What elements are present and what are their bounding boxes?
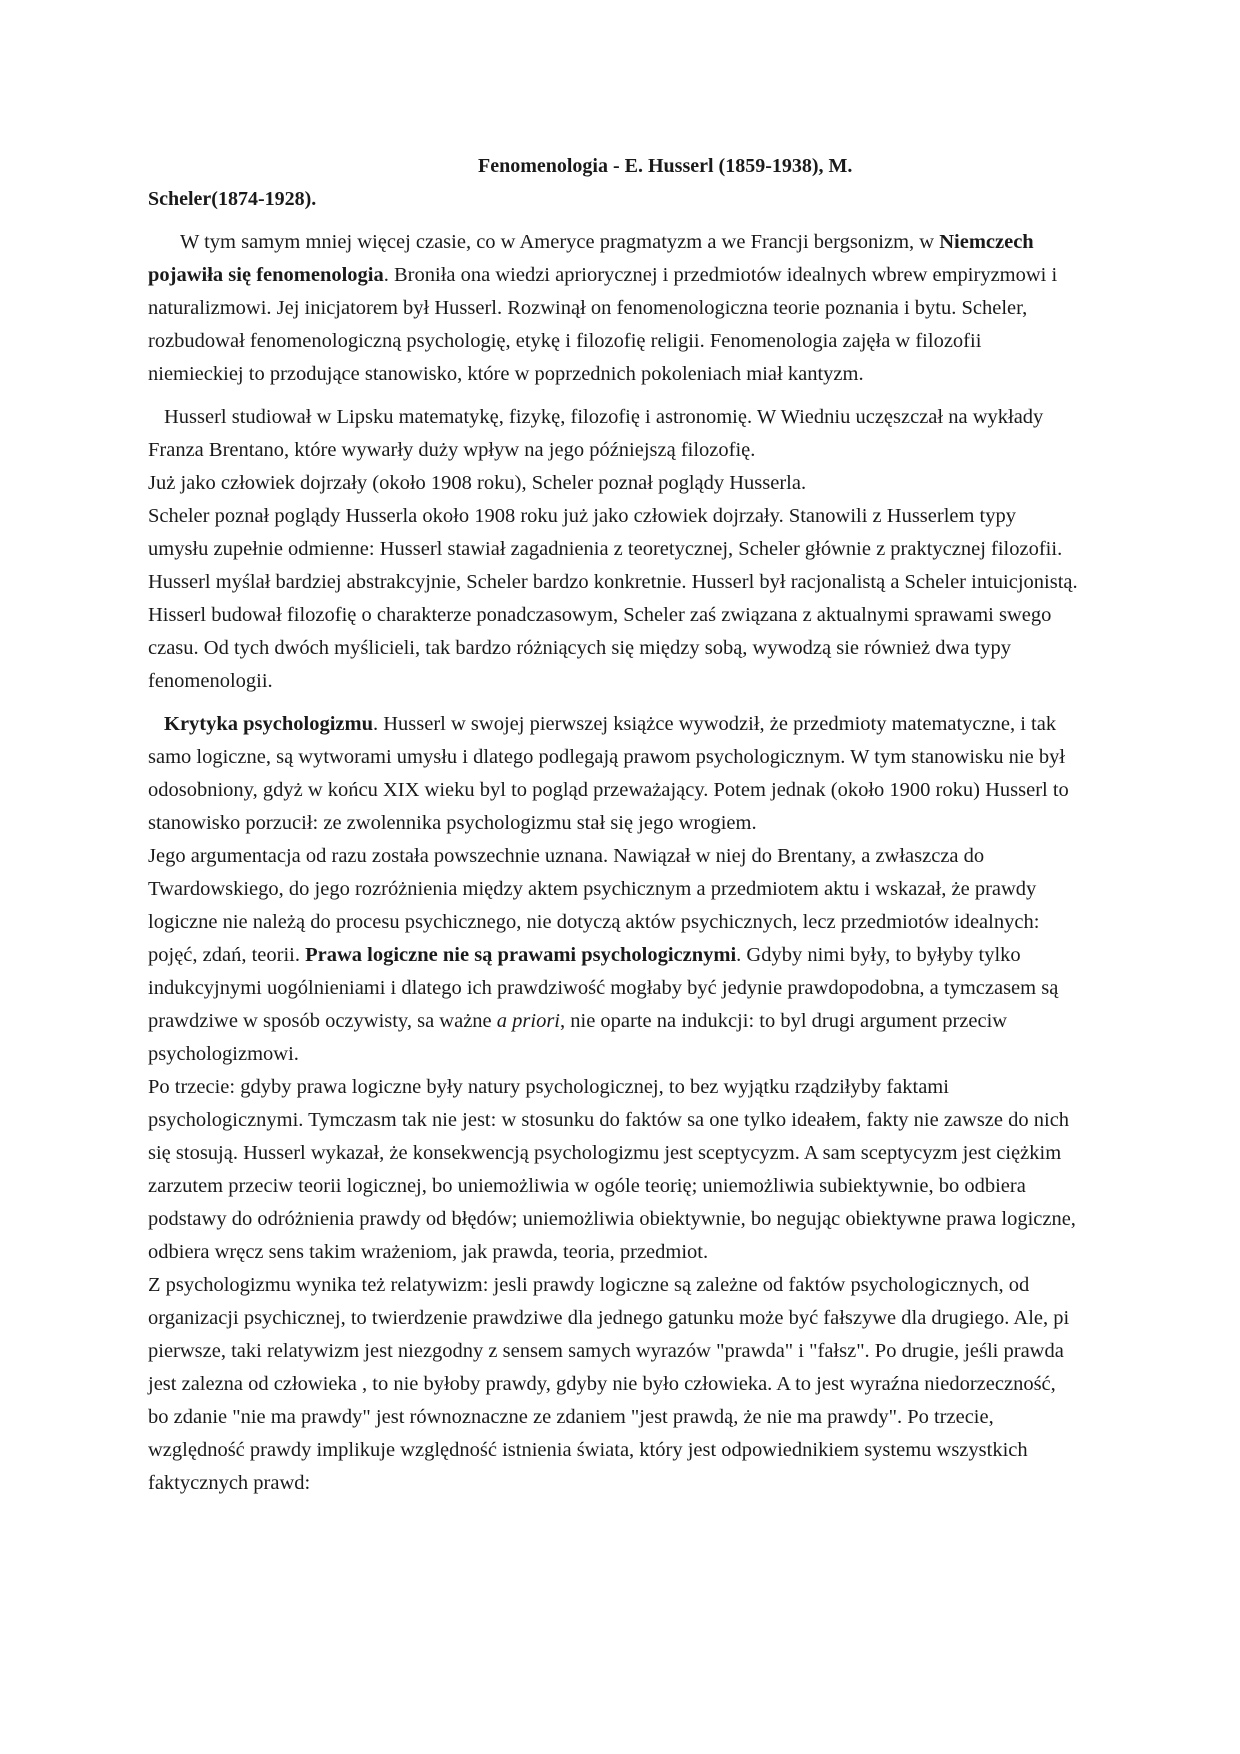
third-argument-text: Po trzecie: gdyby prawa logiczne były natury psychologicznej, to bez wyjątku rządziłyby faktami psychologicznymi. Tymczasm tak nie jest: w stosunku do faktów sa one tylko ideałem, fakty nie zawsze do nich się stosują. Husserl wykazał, że konsekwencją psychologizmu jest sceptycyzm. A sam sceptycyzm jest ciężkim zarzutem przeciw teorii logicznej, bo uniemożliwia w ogóle teorię; uniemożliwia subiektywnie, bo odbiera podstawy do odróżnienia prawdy od błędów; uniemożliwia obiektywnie, bo negując obiektywne prawa logiczne, odbiera wręcz sens takim wrażeniom, jak prawda, teoria, przedmiot. [148,1076,1076,1263]
document-page [148,150,1078,1500]
relativism-text: Z psychologizmu wynika też relatywizm: jesli prawdy logiczne są zależne od faktów psychologicznych, od organizacji psychicznej, to twierdzenie prawdziwe dla jednego gatunku może być fałszywe dla drugiego. Ale, pi pierwsze, taki relatywizm jest niezgodny z sensem samych wyrazów "prawda" i "fałsz". Po drugie, jeśli prawda jest zalezna od człowieka , to nie byłoby prawdy, gdyby nie było człowieka. A to jest wyraźna niedorzeczność, bo zdanie "nie ma prawdy" jest równoznaczne ze zdaniem "jest prawdą, że nie ma prawdy". Po trzecie, względność prawdy implikuje względność istnienia świata, który jest odpowiednikiem systemu wszystkich faktycznych prawd: [148,1274,1070,1494]
title-line-1: Fenomenologia - E. Husserl (1859-1938), M. [478,155,853,177]
paragraph-critique [148,708,1078,840]
paragraph-argumentation [148,840,1078,1071]
critique-heading: Krytyka psychologizmu [164,713,373,735]
intro-text-start: W tym samym mniej więcej czasie, co w Ameryce pragmatyzm a we Francji bergsonizm, w [180,231,940,253]
critique-text: . Husserl w swojej pierwszej książce wywodził, że przedmioty matematyczne, i tak samo logiczne, są wytworami umysłu i dlatego podlegają prawom psychologicznym. W tym stanowisku nie był odosobniony, gdyż w końcu XIX wieku byl to pogląd przeważający. Potem jednak (około 1900 roku) Husserl to stanowisko porzucił: ze zwolennika psychologizmu stał się jego wrogiem. [148,713,1069,834]
paragraph-comparison [148,500,1078,698]
paragraph-third-argument [148,1071,1078,1269]
husserl-studies-text: Husserl studiował w Lipsku matematykę, fizykę, filozofię i astronomię. W Wiedniu uczęszczał na wykłady Franza Brentano, które wywarły duży wpływ na jego późniejszą filozofię. [148,406,1044,461]
argumentation-text-end: , nie oparte na indukcji: to byl drugi argument przeciw psychologizmowi. [148,1010,1008,1065]
paragraph-husserl-studies [148,401,1078,467]
argumentation-text-middle: . Gdyby nimi były, to byłyby tylko indukcyjnymi uogólnieniami i dlatego ich prawdziwość mogłaby być jedynie prawdopodobna, a tymczasem są prawdziwe w sposób oczywisty, sa ważne [148,944,1059,1032]
argumentation-bold-phrase: Prawa logiczne nie są prawami psychologicznymi [305,944,737,966]
scheler-short-text: Już jako człowiek dojrzały (około 1908 roku), Scheler poznał poglądy Husserla. [148,472,807,494]
argumentation-text-start: Jego argumentacja od razu została powszechnie uznana. Nawiązał w niej do Brentany, a zwłaszcza do Twardowskiego, do jego rozróżnienia między aktem psychicznym a przedmiotem aktu i wskazał, że prawdy logiczne nie należą do procesu psychicznego, nie dotyczą aktów psychicznych, lecz przedmiotów idealnych: pojęć, zdań, teorii. [148,845,1040,966]
paragraph-relativism [148,1269,1078,1500]
document-title-continued [148,183,1078,216]
document-title [148,150,1078,183]
paragraph-intro [148,226,1078,391]
intro-bold-phrase: Niemczech pojawiła się fenomenologia [148,231,1034,286]
intro-text-rest: . Broniła ona wiedzi apriorycznej i przedmiotów idealnych wbrew empiryzmowi i naturalizmowi. Jej inicjatorem był Husserl. Rozwinął on fenomenologiczna teorie poznania i bytu. Scheler, rozbudował fenomenologiczną psychologię, etykę i filozofię religii. Fenomenologia zajęła w filozofii niemieckiej to przodujące stanowisko, które w poprzednich pokoleniach miał kantyzm. [148,264,1058,385]
argumentation-italic-phrase: a priori [496,1010,561,1032]
title-line-2: Scheler(1874-1928). [148,188,317,210]
comparison-text: Scheler poznał poglądy Husserla około 1908 roku już jako człowiek dojrzały. Stanowili z Husserlem typy umysłu zupełnie odmienne: Husserl stawiał zagadnienia z teoretycznej, Scheler głównie z praktycznej filozofii. Husserl myślał bardziej abstrakcyjnie, Scheler bardzo konkretnie. Husserl był racjonalistą a Scheler intuicjonistą. Hisserl budował filozofię o charakterze ponadczasowym, Scheler zaś związana z aktualnymi sprawami swego czasu. Od tych dwóch myślicieli, tak bardzo różniących się między sobą, wywodzą sie również dwa typy fenomenologii. [148,505,1078,692]
paragraph-scheler-short [148,467,1078,500]
